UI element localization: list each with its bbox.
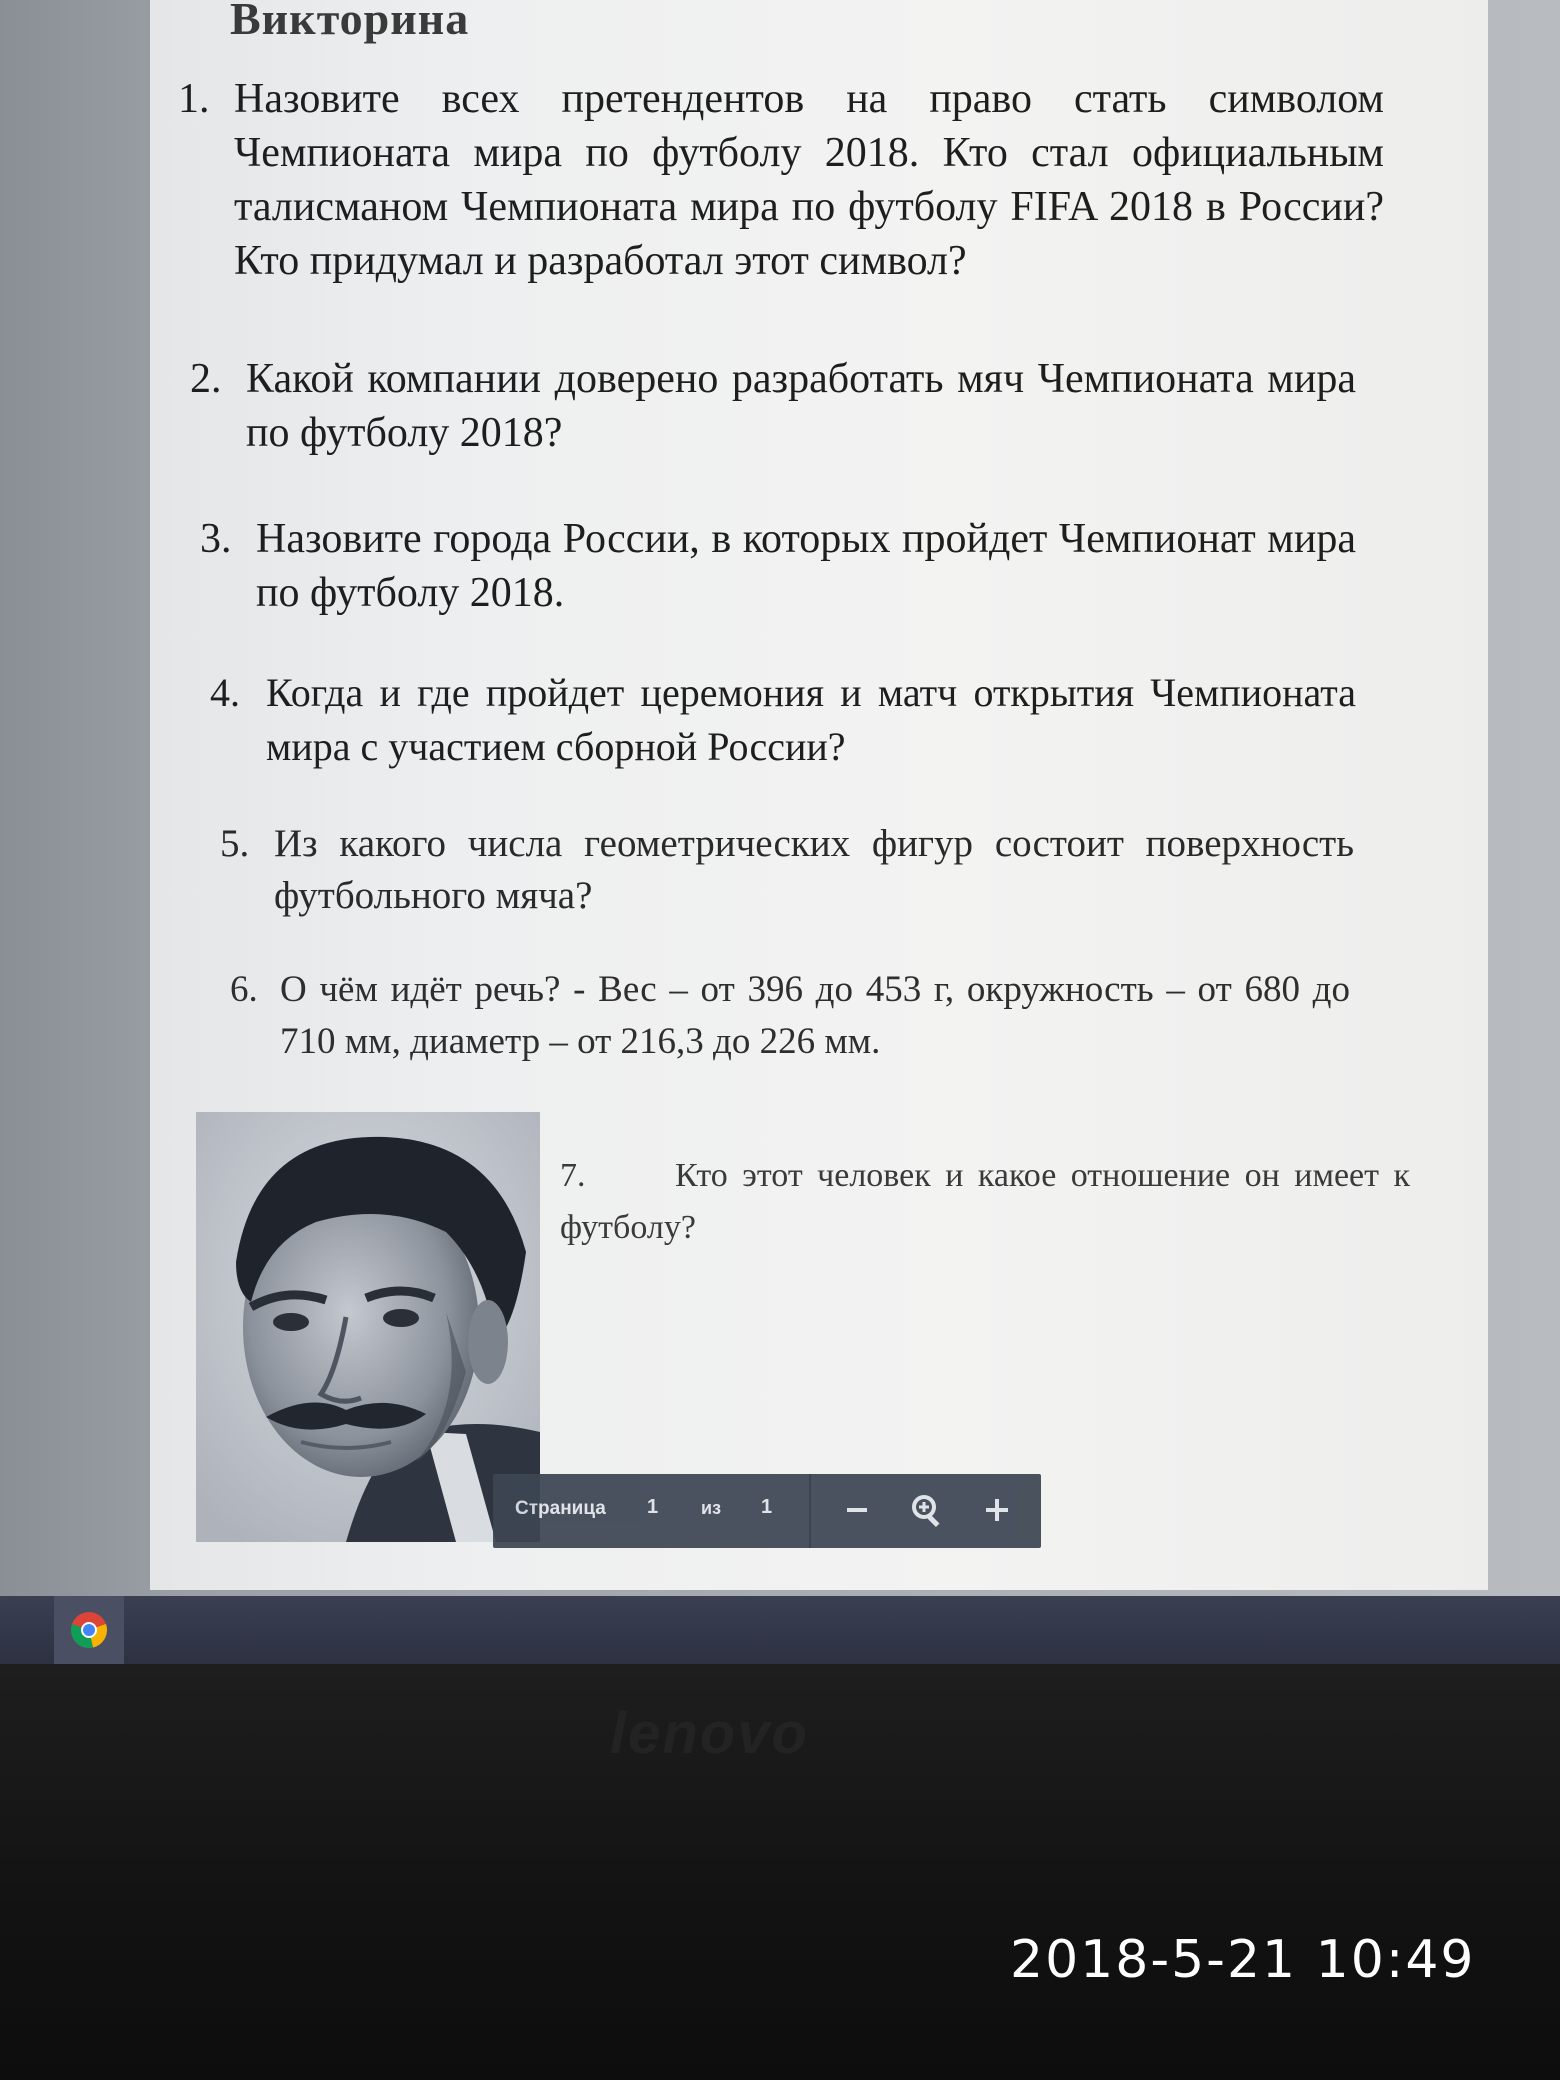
total-pages: 1 [761,1496,773,1518]
taskbar [0,1596,1560,1664]
question-text: Когда и где пройдет церемония и матч открытия Чемпионата мира с участием сборной России? [266,670,1356,769]
question-number: 2. [190,356,222,402]
toolbar-divider [809,1474,811,1548]
question-text: Назовите города России, в которых пройдет Чемпионат мира по футболу 2018. [256,516,1356,616]
document-page [150,0,1488,1590]
question-number: 7. [560,1157,586,1194]
zoom-fit-button[interactable] [901,1484,953,1536]
taskbar-chrome-button[interactable] [54,1596,124,1664]
page-label: Страница [515,1498,606,1519]
pdf-viewer-toolbar [493,1474,1041,1548]
minus-icon [844,1497,870,1523]
question-text: Какой компании доверено разработать мяч Чемпионата мира по футболу 2018? [246,356,1356,456]
current-page-input[interactable]: 1 [647,1496,659,1518]
zoom-out-button[interactable] [831,1484,883,1536]
photo-timestamp: 2018-5-21 10:49 [1010,1930,1476,1990]
question-number: 1. [178,76,210,122]
question-number: 4. [210,670,240,715]
question-text: Из какого числа геометрических фигур состоит поверхность футбольного мяча? [274,822,1354,917]
zoom-in-button[interactable] [971,1484,1023,1536]
page-of-label: из [701,1498,722,1518]
chrome-icon [69,1610,109,1650]
magnifier-icon [910,1493,944,1527]
portrait-photo [196,1112,540,1542]
question-number: 6. [230,969,258,1010]
laptop-brand-logo: lenovo [610,1701,809,1766]
question-text: Кто этот человек и какое отношение он имеет к футболу? [560,1157,1410,1246]
question-number: 3. [200,516,232,562]
document-title: Викторина [230,0,470,44]
question-text: Назовите всех претендентов на право стать символом Чемпионата мира по футболу 2018. Кто стал официальным талисманом Чемпионата мира по футболу FIFA 2018 в России? Кто придумал и разработал этот символ? [234,76,1384,284]
question-text: О чём идёт речь? - Вес – от 396 до 453 г, окружность – от 680 до 710 мм, диаметр – от 216,3 до 226 мм. [280,969,1350,1062]
plus-icon [983,1496,1011,1524]
question-number: 5. [220,822,250,865]
